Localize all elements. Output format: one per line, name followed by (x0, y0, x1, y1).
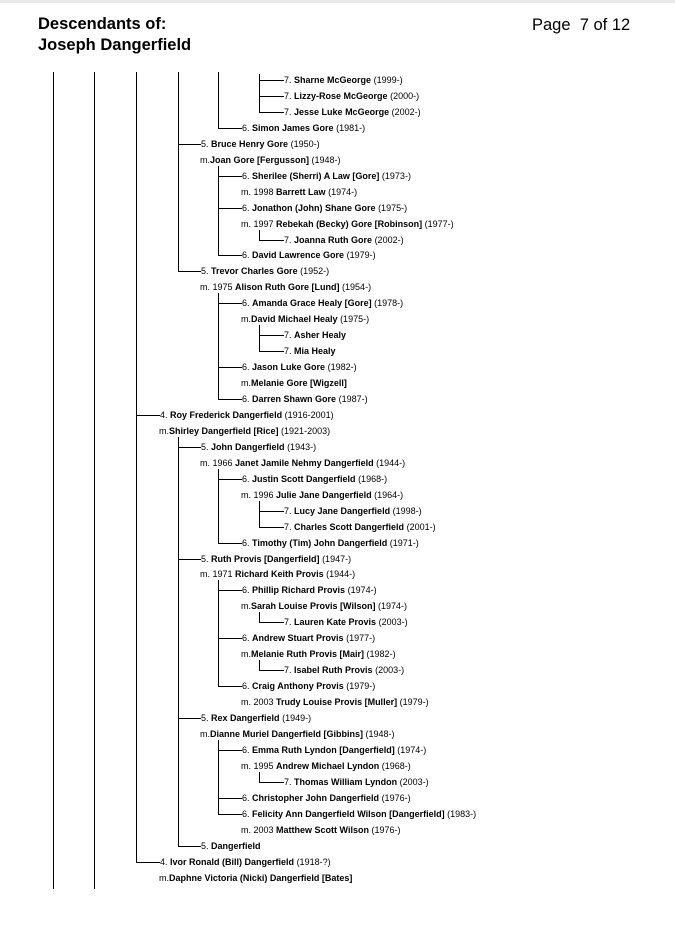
spouse-entry (200, 457, 405, 469)
lifespan: (1979-) (399, 697, 429, 707)
person-entry (284, 776, 429, 788)
marriage-label: m. (159, 873, 169, 883)
lifespan: (1921-2003) (281, 426, 331, 436)
tree-connector-vertical (259, 612, 260, 623)
generation-number: 7. (284, 665, 292, 675)
spouse-entry (200, 281, 371, 293)
person-name: Ivor Ronald (Bill) Dangerfield (170, 857, 295, 867)
person-entry (284, 505, 422, 517)
spouse-entry (241, 824, 401, 836)
person-name: Trudy Louise Provis [Muller] (276, 697, 398, 707)
lifespan: (1916-2001) (284, 410, 334, 420)
lifespan: (1968-) (358, 474, 388, 484)
tree-connector-horizontal (218, 303, 242, 304)
lifespan: (1973-) (381, 171, 411, 181)
generation-number: 5. (201, 713, 209, 723)
generation-number: 6. (242, 394, 250, 404)
lifespan: (2003-) (399, 777, 429, 787)
person-name: Amanda Grace Healy [Gore] (252, 298, 372, 308)
lifespan: (1974-) (328, 187, 358, 197)
generation-number: 7. (284, 107, 292, 117)
tree-connector-horizontal (178, 846, 201, 847)
person-name: Sherilee (Sherri) A Law [Gore] (252, 171, 380, 181)
lifespan: (1979-) (346, 681, 376, 691)
lifespan: (2002-) (374, 235, 404, 245)
spouse-entry (241, 218, 454, 230)
generation-number: 5. (201, 139, 209, 149)
marriage-label: m. 1996 (241, 490, 274, 500)
tree-connector-horizontal (218, 638, 242, 639)
person-name: Bruce Henry Gore (211, 139, 289, 149)
tree-connector-vertical (218, 293, 219, 400)
lifespan: (1943-) (287, 442, 317, 452)
tree-connector-horizontal (259, 112, 284, 113)
generation-number: 6. (242, 633, 250, 643)
generation-number: 6. (242, 793, 250, 803)
person-entry (242, 473, 387, 485)
tree-connector-horizontal (218, 255, 242, 256)
marriage-label: m. (200, 155, 210, 165)
generation-number: 6. (242, 123, 250, 133)
person-name: Timothy (Tim) John Dangerfield (252, 538, 388, 548)
generation-number: 6. (242, 250, 250, 260)
person-entry (242, 249, 376, 261)
generation-number: 6. (242, 809, 250, 819)
tree-connector-horizontal (259, 622, 284, 623)
person-name: Simon James Gore (252, 123, 334, 133)
spouse-entry (200, 568, 355, 580)
person-entry (284, 106, 421, 118)
person-entry (242, 537, 419, 549)
person-entry (242, 170, 411, 182)
tree-connector-horizontal (218, 750, 242, 751)
person-name: Ruth Provis [Dangerfield] (211, 554, 320, 564)
tree-connector-horizontal (259, 240, 284, 241)
lifespan: (1971-) (389, 538, 419, 548)
generation-number: 5. (201, 841, 209, 851)
tree-connector-vertical (218, 166, 219, 256)
generation-number: 7. (284, 330, 292, 340)
person-entry (201, 138, 320, 150)
person-entry (201, 265, 329, 277)
tree-connector-horizontal (218, 686, 242, 687)
tree-connector-vertical (178, 437, 179, 847)
lifespan: (2003-) (375, 665, 405, 675)
person-entry (242, 744, 426, 756)
lifespan: (1944-) (376, 458, 406, 468)
person-entry (242, 361, 357, 373)
tree-connector-horizontal (218, 590, 242, 591)
tree-connector-horizontal (218, 798, 242, 799)
lifespan: (1998-) (392, 506, 422, 516)
generation-number: 7. (284, 506, 292, 516)
generation-number: 6. (242, 538, 250, 548)
person-name: Lucy Jane Dangerfield (294, 506, 391, 516)
tree-connector-horizontal (136, 415, 160, 416)
generation-number: 5. (201, 554, 209, 564)
marriage-label: m. 2003 (241, 697, 274, 707)
tree-connector-horizontal (218, 128, 242, 129)
generation-number: 7. (284, 235, 292, 245)
spouse-entry (200, 728, 395, 740)
tree-connector-horizontal (259, 80, 284, 81)
person-entry (242, 632, 375, 644)
spouse-entry (241, 313, 369, 325)
person-entry (201, 553, 351, 565)
tree-connector-vertical (259, 772, 260, 783)
generation-number: 7. (284, 75, 292, 85)
lifespan: (1952-) (300, 266, 330, 276)
lifespan: (1948-) (311, 155, 341, 165)
person-name: Melanie Ruth Provis [Mair] (251, 649, 365, 659)
person-entry (242, 393, 368, 405)
spouse-entry (159, 425, 330, 437)
marriage-label: m. 1998 (241, 187, 274, 197)
person-name: Justin Scott Dangerfield (252, 474, 356, 484)
tree-connector-horizontal (259, 96, 284, 97)
lifespan: (2003-) (378, 617, 408, 627)
spouse-entry (159, 872, 352, 884)
spouse-entry (241, 648, 396, 660)
spouse-entry (200, 154, 341, 166)
person-name: Lizzy-Rose McGeorge (294, 91, 388, 101)
tree-connector-vertical (53, 72, 54, 889)
tree-connector-vertical (259, 230, 260, 241)
person-name: Daphne Victoria (Nicki) Dangerfield [Bates] (169, 873, 353, 883)
person-name: Jason Luke Gore (252, 362, 326, 372)
lifespan: (1947-) (322, 554, 352, 564)
person-name: Christopher John Dangerfield (252, 793, 380, 803)
tree-connector-horizontal (178, 718, 201, 719)
page-current: 7 (579, 16, 589, 34)
marriage-label: m. (241, 649, 251, 659)
lifespan: (1976-) (381, 793, 411, 803)
tree-connector-vertical (218, 72, 219, 129)
tree-connector-vertical (259, 660, 260, 671)
spouse-entry (241, 696, 429, 708)
tree-connector-horizontal (218, 399, 242, 400)
marriage-label: m. 1975 (200, 282, 233, 292)
person-entry (242, 680, 375, 692)
generation-number: 7. (284, 91, 292, 101)
person-entry (284, 521, 436, 533)
tree-connector-horizontal (259, 782, 284, 783)
person-entry (201, 441, 316, 453)
person-entry (284, 90, 419, 102)
person-name: Joanna Ruth Gore (294, 235, 373, 245)
lifespan: (2002-) (391, 107, 421, 117)
title-line-1: Descendants of: (38, 15, 167, 33)
tree-connector-horizontal (259, 351, 284, 352)
spouse-entry (241, 377, 347, 389)
person-name: Joan Gore [Fergusson] (210, 155, 310, 165)
tree-connector-vertical (259, 325, 260, 352)
generation-number: 6. (242, 585, 250, 595)
lifespan: (2000-) (390, 91, 420, 101)
generation-number: 5. (201, 266, 209, 276)
lifespan: (1974-) (347, 585, 377, 595)
person-entry (284, 345, 336, 357)
tree-connector-horizontal (218, 543, 242, 544)
lifespan: (1918-?) (296, 857, 331, 867)
tree-connector-horizontal (218, 814, 242, 815)
person-entry (284, 74, 403, 86)
tree-connector-vertical (136, 72, 137, 863)
person-entry (242, 202, 407, 214)
person-name: Asher Healy (294, 330, 347, 340)
marriage-label: m. (241, 601, 251, 611)
person-name: Dangerfield (211, 841, 261, 851)
person-name: Jesse Luke McGeorge (294, 107, 390, 117)
lifespan: (1982-) (327, 362, 357, 372)
tree-connector-horizontal (259, 335, 284, 336)
spouse-entry (241, 489, 403, 501)
person-name: Shirley Dangerfield [Rice] (169, 426, 279, 436)
lifespan: (1982-) (366, 649, 396, 659)
tree-connector-vertical (218, 740, 219, 815)
lifespan: (1974-) (377, 601, 407, 611)
lifespan: (1978-) (374, 298, 404, 308)
person-entry (242, 122, 365, 134)
person-name: David Lawrence Gore (252, 250, 345, 260)
lifespan: (1944-) (326, 569, 356, 579)
tree-connector-vertical (94, 72, 95, 889)
person-name: Darren Shawn Gore (252, 394, 337, 404)
generation-number: 6. (242, 203, 250, 213)
person-name: David Michael Healy (251, 314, 338, 324)
person-name: Roy Frederick Dangerfield (170, 410, 283, 420)
generation-number: 7. (284, 617, 292, 627)
marriage-label: m. 1971 (200, 569, 233, 579)
lifespan: (1975-) (378, 203, 408, 213)
lifespan: (1981-) (336, 123, 366, 133)
tree-connector-horizontal (136, 862, 160, 863)
tree-connector-vertical (178, 72, 179, 272)
person-entry (284, 664, 404, 676)
person-name: Felicity Ann Dangerfield Wilson [Dangerfield] (252, 809, 445, 819)
person-name: Phillip Richard Provis (252, 585, 346, 595)
generation-number: 4. (160, 410, 168, 420)
marriage-label: m. (200, 729, 210, 739)
person-name: Rebekah (Becky) Gore [Robinson] (276, 219, 423, 229)
generation-number: 7. (284, 346, 292, 356)
person-name: Barrett Law (276, 187, 326, 197)
generation-number: 6. (242, 171, 250, 181)
person-name: Emma Ruth Lyndon [Dangerfield] (252, 745, 395, 755)
lifespan: (1999-) (373, 75, 403, 85)
lifespan: (1977-) (424, 219, 454, 229)
lifespan: (1954-) (342, 282, 372, 292)
tree-connector-horizontal (178, 271, 201, 272)
page-total: 12 (611, 16, 631, 34)
tree-connector-horizontal (259, 527, 284, 528)
lifespan: (1950-) (290, 139, 320, 149)
person-name: Sarah Louise Provis [Wilson] (251, 601, 376, 611)
lifespan: (2001-) (406, 522, 436, 532)
tree-connector-horizontal (178, 144, 201, 145)
person-name: Janet Jamile Nehmy Dangerfield (235, 458, 374, 468)
lifespan: (1949-) (282, 713, 312, 723)
tree-connector-vertical (259, 501, 260, 528)
title-line-2: Joseph Dangerfield (38, 36, 192, 54)
tree-connector-horizontal (218, 367, 242, 368)
person-entry (201, 840, 261, 852)
person-name: Isabel Ruth Provis (294, 665, 373, 675)
spouse-entry (241, 600, 407, 612)
lifespan: (1975-) (340, 314, 370, 324)
generation-number: 7. (284, 522, 292, 532)
generation-number: 6. (242, 745, 250, 755)
person-name: Mia Healy (294, 346, 336, 356)
marriage-label: m. (159, 426, 169, 436)
lifespan: (1983-) (447, 809, 477, 819)
page-of: of (593, 16, 608, 34)
generation-number: 6. (242, 362, 250, 372)
marriage-label: m. 2003 (241, 825, 274, 835)
tree-connector-vertical (218, 469, 219, 544)
person-name: Sharne McGeorge (294, 75, 372, 85)
tree-connector-horizontal (178, 559, 201, 560)
tree-connector-horizontal (259, 511, 284, 512)
lifespan: (1977-) (346, 633, 376, 643)
lifespan: (1968-) (381, 761, 411, 771)
person-entry (284, 234, 404, 246)
person-entry (242, 792, 411, 804)
generation-number: 6. (242, 298, 250, 308)
person-name: Andrew Stuart Provis (252, 633, 344, 643)
tree-connector-vertical (218, 580, 219, 687)
spouse-entry (241, 186, 357, 198)
person-entry (242, 808, 476, 820)
lifespan: (1979-) (346, 250, 376, 260)
person-entry (284, 616, 408, 628)
lifespan: (1948-) (365, 729, 395, 739)
lifespan: (1974-) (397, 745, 427, 755)
person-entry (160, 409, 334, 421)
tree-connector-horizontal (178, 447, 201, 448)
lifespan: (1976-) (371, 825, 401, 835)
person-name: Julie Jane Dangerfield (276, 490, 372, 500)
marriage-label: m. 1997 (241, 219, 274, 229)
person-name: Andrew Michael Lyndon (276, 761, 380, 771)
generation-number: 4. (160, 857, 168, 867)
generation-number: 7. (284, 777, 292, 787)
person-name: Jonathon (John) Shane Gore (252, 203, 376, 213)
person-name: Thomas William Lyndon (294, 777, 398, 787)
page-label: Page (532, 16, 571, 34)
marriage-label: m. (241, 378, 251, 388)
person-entry (201, 712, 311, 724)
tree-connector-horizontal (259, 670, 284, 671)
marriage-label: m. (241, 314, 251, 324)
tree-connector-horizontal (218, 176, 242, 177)
person-entry (284, 329, 346, 341)
marriage-label: m. 1995 (241, 761, 274, 771)
tree-connector-vertical (259, 74, 260, 113)
tree-connector-horizontal (218, 479, 242, 480)
person-name: Richard Keith Provis (235, 569, 324, 579)
generation-number: 6. (242, 474, 250, 484)
generation-number: 6. (242, 681, 250, 691)
person-name: Lauren Kate Provis (294, 617, 377, 627)
spouse-entry (241, 760, 411, 772)
person-name: Craig Anthony Provis (252, 681, 344, 691)
person-name: Matthew Scott Wilson (276, 825, 369, 835)
person-name: Trevor Charles Gore (211, 266, 298, 276)
lifespan: (1987-) (338, 394, 368, 404)
person-entry (242, 297, 403, 309)
person-name: Alison Ruth Gore [Lund] (235, 282, 340, 292)
person-name: Melanie Gore [Wigzell] (251, 378, 347, 388)
person-name: Rex Dangerfield (211, 713, 280, 723)
person-entry (160, 856, 331, 868)
person-name: John Dangerfield (211, 442, 285, 452)
person-name: Dianne Muriel Dangerfield [Gibbins] (210, 729, 364, 739)
marriage-label: m. 1966 (200, 458, 233, 468)
tree-connector-horizontal (218, 208, 242, 209)
person-name: Charles Scott Dangerfield (294, 522, 405, 532)
generation-number: 5. (201, 442, 209, 452)
lifespan: (1964-) (374, 490, 404, 500)
person-entry (242, 584, 377, 596)
